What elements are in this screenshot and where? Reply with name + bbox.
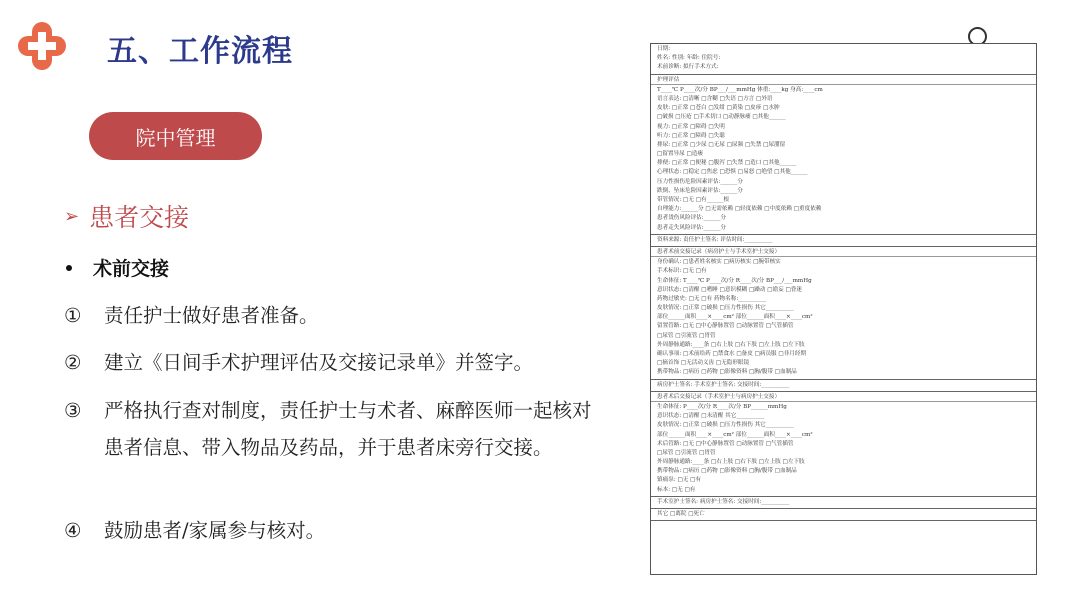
form-row: 语言表达: □清晰 □含糊 □失语 □方言 □外语 (657, 95, 773, 102)
form-row: 生命体征: T____℃ P____次/分 R____次/分 BP___/___mmHg (657, 277, 812, 284)
form-row: 手术标识: □无 □有 (657, 268, 707, 275)
form-row: 排便: □正常 □便秘 □腹泻 □失禁 □造口 □其他______ (657, 160, 797, 167)
step-item (64, 512, 594, 549)
form-row: 跌倒、坠床危险因素评估:______分 (657, 187, 743, 194)
nursing-handover-form-image (650, 43, 1037, 575)
form-row: □留置导尿 □造瘘 (657, 151, 703, 158)
bullet-label: 术前交接 (93, 258, 170, 280)
form-block-header: 护理评估 (651, 76, 1036, 85)
form-row: 听力: □正常 □障碍 □失聪 (657, 132, 725, 139)
form-block (651, 380, 1036, 392)
form-row: T____℃ P____次/分 BP___/___mmHg 体重:____kg 身高:____cm (657, 86, 823, 93)
step-number: ② (64, 351, 82, 374)
form-row: 姓名: 性别: 年龄: 住院号: (657, 55, 721, 62)
form-row: 资料来源: 责任护士签名: 评估时间:__________ (657, 236, 773, 243)
form-row: 确认事项: □术前给药 □禁食水 □备皮 □病员服 □非月经期 (657, 351, 807, 357)
form-row: 生命体征: P____次/分 R____次/分 BP______mmHg (657, 403, 787, 410)
form-row: 手术室护士签名: 病房护士签名: 交接时间:__________ (657, 498, 790, 505)
form-block (651, 44, 1036, 75)
section-pill-label: 院中管理 (89, 112, 262, 160)
form-block (651, 235, 1036, 247)
step-number: ④ (64, 519, 82, 542)
form-row: 心理状态: □稳定 □焦虑 □恐惧 □易怒 □绝望 □其他______ (657, 169, 808, 176)
form-row: 皮肤: □正常 □苍白 □发绀 □黄染 □皮疹 □水肿 (657, 105, 780, 112)
bullet-item (64, 254, 169, 281)
form-row: 意识状态: □清醒 □嗜睡 □意识模糊 □躁动 □谵妄 □昏迷 (657, 286, 802, 293)
form-block (651, 392, 1036, 497)
form-row: □摘首饰 □无活动义齿 □无隐形眼镜 (657, 360, 750, 367)
form-row: □破损 □压疮 □手术切口 □动静脉瘘 □其他______ (657, 114, 786, 121)
form-row: 标本: □无 □有 (657, 486, 696, 493)
step-item (64, 344, 594, 381)
section-heading (64, 198, 189, 234)
form-row: 患者烫伤风险评估:______分 (657, 215, 727, 222)
form-row: 镇痛泵: □无 □有 (657, 477, 701, 484)
form-row: 携带物品: □病历 □药物 □影像资料 □胸/腹带 □血制品 (657, 468, 797, 475)
red-cross-logo-icon (16, 20, 68, 72)
step-item (64, 392, 594, 466)
step-text: 建立《日间手术护理评估及交接记录单》并签字。 (104, 351, 534, 374)
form-row: 带管情况: □无 □有______根 (657, 197, 729, 203)
step-number: ① (64, 304, 82, 327)
form-row: 携带物品: □病历 □药物 □影像资料 □胸/腹带 □血制品 (657, 369, 797, 376)
step-text: 鼓励患者/家属参与核对。 (104, 519, 326, 542)
form-block-header: 患者术前交接记录（病房护士与手术室护士交接） (651, 248, 1036, 257)
section-title: 患者交接 (89, 203, 190, 232)
form-row: 意识状态: □清醒 □未清醒 其它__________ (657, 413, 765, 420)
step-text: 严格执行查对制度，责任护士与术者、麻醉医师一起核对患者信息、带入物品及药品，并于患者床旁行交接。 (104, 399, 592, 459)
form-block (651, 247, 1036, 380)
step-text: 责任护士做好患者准备。 (104, 304, 319, 327)
form-row: 自理能力:______分 □无需依赖 □轻度依赖 □中度依赖 □重度依赖 (657, 206, 822, 213)
bullet-dot-icon (66, 265, 72, 271)
form-row: 部位______面积____×____cm² 部位______面积____×____cm² (657, 314, 813, 321)
form-row: 药物过敏史: □无 □有 药物名称:__________ (657, 295, 767, 302)
step-item (64, 297, 594, 334)
form-row: 视力: □正常 □障碍 □失明 (657, 123, 725, 130)
form-row: 皮肤情况: □正常 □破损 □压力性损伤 其它__________ (657, 422, 794, 429)
form-row: 术后管路: □无 □中心静脉置管 □动脉置管 □气管插管 (657, 440, 794, 447)
form-row: 其它 □离院 □死亡 (657, 511, 705, 517)
form-row: 外周静脉通路:____条 □右上肢 □右下肢 □左上肢 □左下肢 (657, 459, 805, 466)
page-title: 五、工作流程 (107, 34, 293, 69)
form-row: 外周静脉通路:____条 □右上肢 □右下肢 □左上肢 □左下肢 (657, 341, 805, 348)
form-row: 患者走失风险评估:______分 (657, 224, 727, 231)
form-row: 排尿: □正常 □少尿 □无尿 □尿频 □失禁 □尿潴留 (657, 141, 786, 148)
form-block-header: 患者术后交接记录（手术室护士与病房护士交接） (651, 393, 1036, 402)
form-row: □尿管 □引流管 □胃管 (657, 332, 716, 339)
step-number: ③ (64, 399, 82, 422)
arrow-icon: ➢ (64, 205, 80, 227)
form-block (651, 509, 1036, 521)
form-row: 身份确认: □患者姓名核实 □病历核实 □腕带核实 (657, 259, 781, 266)
form-row: 术前诊断: 拟行手术方式: (657, 64, 719, 71)
form-row: 部位______面积____×____cm² 部位______面积____×____cm² (657, 431, 813, 438)
form-row: 留置管路: □无 □中心静脉置管 □动脉置管 □气管插管 (657, 323, 794, 330)
form-block (651, 75, 1036, 235)
form-block (651, 497, 1036, 509)
form-row: 病房护士签名: 手术室护士签名: 交接时间:__________ (657, 381, 790, 388)
form-row: 皮肤情况: □正常 □破损 □压力性损伤 其它__________ (657, 305, 794, 312)
form-row: 压力性损伤危险因素评估:______分 (657, 178, 743, 185)
form-row: 日期: (657, 46, 671, 52)
form-row: □尿管 □引流管 □胃管 (657, 449, 716, 456)
